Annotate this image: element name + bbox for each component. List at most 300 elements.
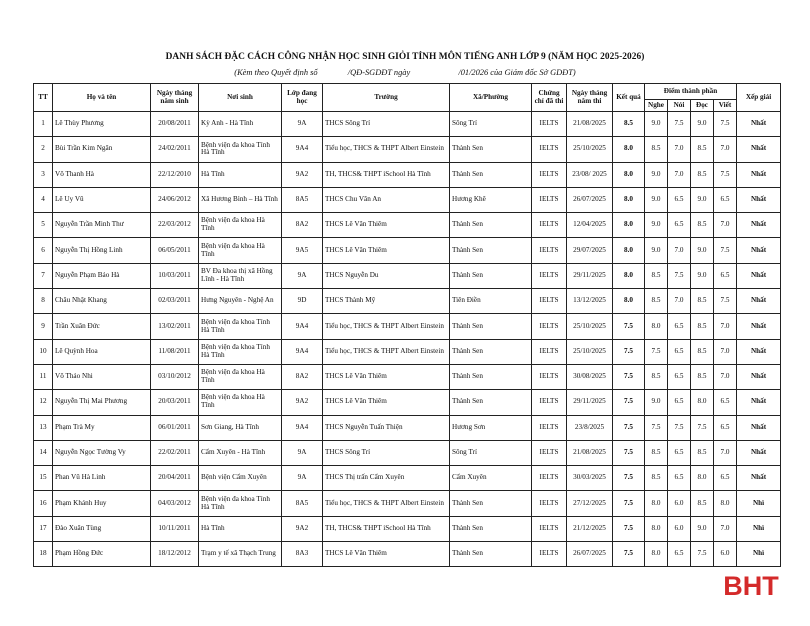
cell-cert: IELTS	[532, 466, 567, 491]
cell-listening: 8.5	[645, 289, 668, 314]
cell-commune: Sông Trí	[450, 112, 532, 137]
cell-cert: IELTS	[532, 213, 567, 238]
cell-dob: 06/01/2011	[151, 415, 199, 440]
subtitle-part-b: /QĐ-SGDĐT ngày	[347, 68, 411, 77]
cell-result: 7.5	[613, 390, 645, 415]
cell-birthplace: Hà Tĩnh	[199, 162, 282, 187]
cell-test-date: 25/10/2025	[567, 137, 613, 162]
cell-reading: 9.0	[691, 263, 714, 288]
cell-school: Tiểu học, THCS & THPT Albert Einstein	[323, 137, 450, 162]
cell-dob: 24/06/2012	[151, 187, 199, 212]
cell-test-date: 25/10/2025	[567, 314, 613, 339]
cell-birthplace: Bệnh viện đa khoa Hà Tĩnh	[199, 390, 282, 415]
cell-writing: 7.0	[714, 213, 737, 238]
cell-writing: 7.0	[714, 314, 737, 339]
cell-dob: 22/03/2012	[151, 213, 199, 238]
cell-rank: Nhất	[737, 162, 781, 187]
cell-tt: 14	[34, 440, 53, 465]
cell-name: Đào Xuân Tùng	[53, 516, 151, 541]
cell-tt: 12	[34, 390, 53, 415]
cell-speaking: 6.5	[668, 440, 691, 465]
cell-rank: Nhất	[737, 314, 781, 339]
cell-class: 9A	[282, 112, 323, 137]
cell-listening: 9.0	[645, 390, 668, 415]
cell-cert: IELTS	[532, 491, 567, 516]
cell-cert: IELTS	[532, 187, 567, 212]
header-rank: Xếp giải	[737, 84, 781, 112]
cell-name: Lê Quỳnh Hoa	[53, 339, 151, 364]
table-row	[34, 263, 781, 288]
cell-rank: Nhì	[737, 516, 781, 541]
cell-reading: 8.5	[691, 162, 714, 187]
cell-dob: 20/03/2011	[151, 390, 199, 415]
cell-commune: Hương Khê	[450, 187, 532, 212]
cell-listening: 9.0	[645, 238, 668, 263]
cell-name: Phan Vũ Hà Linh	[53, 466, 151, 491]
cell-tt: 2	[34, 137, 53, 162]
cell-school: TH, THCS& THPT iSchool Hà Tĩnh	[323, 516, 450, 541]
cell-name: Lê Uy Vũ	[53, 187, 151, 212]
cell-class: 9A4	[282, 415, 323, 440]
cell-class: 9A2	[282, 516, 323, 541]
cell-result: 7.5	[613, 415, 645, 440]
cell-tt: 10	[34, 339, 53, 364]
table-row	[34, 364, 781, 389]
cell-cert: IELTS	[532, 390, 567, 415]
cell-tt: 16	[34, 491, 53, 516]
cell-result: 8.0	[613, 162, 645, 187]
cell-class: 9A5	[282, 238, 323, 263]
cell-listening: 8.5	[645, 137, 668, 162]
cell-dob: 11/08/2011	[151, 339, 199, 364]
table-row	[34, 339, 781, 364]
cell-speaking: 7.5	[668, 415, 691, 440]
cell-reading: 8.5	[691, 289, 714, 314]
cell-dob: 22/02/2011	[151, 440, 199, 465]
cell-listening: 7.5	[645, 415, 668, 440]
cell-name: Phạm Hồng Đức	[53, 542, 151, 567]
cell-cert: IELTS	[532, 263, 567, 288]
cell-reading: 9.0	[691, 187, 714, 212]
cell-reading: 8.5	[691, 440, 714, 465]
header-listening: Nghe	[645, 100, 668, 112]
cell-reading: 8.5	[691, 213, 714, 238]
cell-school: THCS Lê Văn Thiêm	[323, 364, 450, 389]
cell-birthplace: Bệnh viện đa khoa Tỉnh Hà Tĩnh	[199, 137, 282, 162]
cell-test-date: 21/08/2025	[567, 440, 613, 465]
cell-speaking: 7.0	[668, 289, 691, 314]
cell-reading: 7.5	[691, 415, 714, 440]
cell-speaking: 6.5	[668, 314, 691, 339]
table-row	[34, 314, 781, 339]
cell-name: Lê Thùy Phương	[53, 112, 151, 137]
cell-test-date: 30/08/2025	[567, 364, 613, 389]
cell-listening: 8.0	[645, 542, 668, 567]
cell-speaking: 6.5	[668, 339, 691, 364]
cell-result: 7.5	[613, 542, 645, 567]
cell-tt: 1	[34, 112, 53, 137]
cell-result: 7.5	[613, 314, 645, 339]
cell-writing: 7.5	[714, 289, 737, 314]
cell-speaking: 7.5	[668, 112, 691, 137]
table-body	[34, 112, 781, 567]
cell-rank: Nhì	[737, 491, 781, 516]
cell-cert: IELTS	[532, 364, 567, 389]
cell-test-date: 29/11/2025	[567, 263, 613, 288]
table-row	[34, 213, 781, 238]
cell-speaking: 7.0	[668, 162, 691, 187]
cell-test-date: 26/07/2025	[567, 542, 613, 567]
cell-listening: 8.5	[645, 364, 668, 389]
cell-listening: 8.0	[645, 491, 668, 516]
cell-school: THCS Lê Văn Thiêm	[323, 213, 450, 238]
awards-table	[33, 83, 781, 567]
cell-class: 8A2	[282, 364, 323, 389]
cell-birthplace: Hà Tĩnh	[199, 516, 282, 541]
cell-birthplace: Cẩm Xuyên - Hà Tĩnh	[199, 440, 282, 465]
cell-rank: Nhất	[737, 415, 781, 440]
document-subtitle	[0, 68, 810, 77]
cell-tt: 6	[34, 238, 53, 263]
cell-reading: 8.5	[691, 137, 714, 162]
cell-result: 8.0	[613, 263, 645, 288]
cell-dob: 13/02/2011	[151, 314, 199, 339]
cell-birthplace: Kỳ Anh - Hà Tĩnh	[199, 112, 282, 137]
cell-rank: Nhất	[737, 339, 781, 364]
cell-writing: 7.0	[714, 516, 737, 541]
table-row	[34, 238, 781, 263]
cell-class: 9A2	[282, 162, 323, 187]
cell-tt: 13	[34, 415, 53, 440]
cell-class: 9A4	[282, 137, 323, 162]
cell-name: Nguyễn Thị Mai Phương	[53, 390, 151, 415]
cell-dob: 20/04/2011	[151, 466, 199, 491]
table-row	[34, 542, 781, 567]
header-reading: Đọc	[691, 100, 714, 112]
cell-rank: Nhất	[737, 238, 781, 263]
cell-school: THCS Lê Văn Thiêm	[323, 238, 450, 263]
cell-reading: 8.5	[691, 314, 714, 339]
cell-test-date: 23/8/2025	[567, 415, 613, 440]
table-row	[34, 440, 781, 465]
cell-tt: 4	[34, 187, 53, 212]
cell-test-date: 26/07/2025	[567, 187, 613, 212]
cell-reading: 9.0	[691, 516, 714, 541]
cell-test-date: 29/07/2025	[567, 238, 613, 263]
cell-birthplace: BV Đa khoa thị xã Hồng Lĩnh - Hà Tĩnh	[199, 263, 282, 288]
cell-school: Tiểu học, THCS & THPT Albert Einstein	[323, 314, 450, 339]
cell-result: 8.0	[613, 289, 645, 314]
cell-reading: 8.5	[691, 491, 714, 516]
cell-tt: 17	[34, 516, 53, 541]
cell-cert: IELTS	[532, 542, 567, 567]
cell-school: THCS Nguyễn Du	[323, 263, 450, 288]
cell-cert: IELTS	[532, 339, 567, 364]
cell-reading: 9.0	[691, 238, 714, 263]
cell-test-date: 12/04/2025	[567, 213, 613, 238]
cell-test-date: 21/12/2025	[567, 516, 613, 541]
cell-dob: 03/10/2012	[151, 364, 199, 389]
cell-cert: IELTS	[532, 289, 567, 314]
cell-writing: 7.0	[714, 364, 737, 389]
table-row	[34, 466, 781, 491]
cell-school: THCS Chu Văn An	[323, 187, 450, 212]
cell-writing: 6.5	[714, 415, 737, 440]
header-dob: Ngày tháng năm sinh	[151, 84, 199, 112]
cell-name: Nguyễn Trần Minh Thư	[53, 213, 151, 238]
cell-commune: Thành Sen	[450, 314, 532, 339]
cell-result: 7.5	[613, 364, 645, 389]
cell-rank: Nhất	[737, 289, 781, 314]
cell-birthplace: Bệnh viện Cẩm Xuyên	[199, 466, 282, 491]
cell-rank: Nhất	[737, 364, 781, 389]
cell-school: THCS Thị trấn Cẩm Xuyên	[323, 466, 450, 491]
bht-logo	[720, 571, 782, 599]
cell-speaking: 6.5	[668, 187, 691, 212]
cell-cert: IELTS	[532, 162, 567, 187]
header-commune: Xã/Phường	[450, 84, 532, 112]
cell-writing: 7.0	[714, 137, 737, 162]
cell-speaking: 7.0	[668, 238, 691, 263]
header-birthplace: Nơi sinh	[199, 84, 282, 112]
cell-writing: 6.0	[714, 542, 737, 567]
logo-text: BHT	[723, 571, 779, 599]
cell-tt: 8	[34, 289, 53, 314]
cell-result: 8.0	[613, 213, 645, 238]
header-test-date: Ngày tháng năm thi	[567, 84, 613, 112]
cell-school: THCS Sông Trí	[323, 112, 450, 137]
cell-result: 7.5	[613, 440, 645, 465]
cell-speaking: 6.5	[668, 213, 691, 238]
cell-name: Phạm Trà My	[53, 415, 151, 440]
cell-tt: 18	[34, 542, 53, 567]
cell-result: 8.5	[613, 112, 645, 137]
cell-writing: 6.5	[714, 390, 737, 415]
cell-class: 9A4	[282, 339, 323, 364]
cell-class: 8A3	[282, 542, 323, 567]
cell-birthplace: Bệnh viện đa khoa Hà Tĩnh	[199, 238, 282, 263]
cell-cert: IELTS	[532, 314, 567, 339]
cell-birthplace: Sơn Giang, Hà Tĩnh	[199, 415, 282, 440]
header-component-group: Điểm thành phần	[645, 84, 737, 100]
cell-school: Tiểu học, THCS & THPT Albert Einstein	[323, 339, 450, 364]
cell-reading: 8.0	[691, 466, 714, 491]
cell-school: THCS Lê Văn Thiêm	[323, 390, 450, 415]
cell-speaking: 7.5	[668, 263, 691, 288]
cell-commune: Thành Sen	[450, 213, 532, 238]
cell-writing: 6.5	[714, 466, 737, 491]
cell-name: Nguyễn Ngọc Tường Vy	[53, 440, 151, 465]
cell-rank: Nhất	[737, 137, 781, 162]
table-row	[34, 516, 781, 541]
cell-reading: 8.0	[691, 390, 714, 415]
cell-dob: 10/03/2011	[151, 263, 199, 288]
cell-class: 8A5	[282, 491, 323, 516]
cell-commune: Sông Trí	[450, 440, 532, 465]
cell-name: Nguyễn Thị Hồng Linh	[53, 238, 151, 263]
cell-tt: 7	[34, 263, 53, 288]
cell-test-date: 21/08/2025	[567, 112, 613, 137]
cell-dob: 10/11/2011	[151, 516, 199, 541]
cell-result: 7.5	[613, 491, 645, 516]
cell-commune: Tiên Điền	[450, 289, 532, 314]
cell-commune: Hương Sơn	[450, 415, 532, 440]
cell-class: 9D	[282, 289, 323, 314]
cell-listening: 9.0	[645, 162, 668, 187]
header-school: Trường	[323, 84, 450, 112]
cell-cert: IELTS	[532, 112, 567, 137]
cell-tt: 3	[34, 162, 53, 187]
cell-speaking: 6.0	[668, 516, 691, 541]
cell-speaking: 6.5	[668, 390, 691, 415]
document-title: DANH SÁCH ĐẶC CÁCH CÔNG NHẬN HỌC SINH GIỎI TỈNH MÔN TIẾNG ANH LỚP 9 (NĂM HỌC 2025-2026)	[165, 52, 645, 62]
cell-birthplace: Bệnh viện đa khoa Tỉnh Hà Tĩnh	[199, 491, 282, 516]
cell-listening: 8.0	[645, 314, 668, 339]
cell-rank: Nhất	[737, 263, 781, 288]
cell-commune: Thành Sen	[450, 516, 532, 541]
cell-commune: Thành Sen	[450, 491, 532, 516]
cell-test-date: 13/12/2025	[567, 289, 613, 314]
cell-writing: 7.5	[714, 162, 737, 187]
cell-cert: IELTS	[532, 238, 567, 263]
cell-class: 9A4	[282, 314, 323, 339]
cell-commune: Thành Sen	[450, 238, 532, 263]
header-speaking: Nói	[668, 100, 691, 112]
cell-class: 9A	[282, 466, 323, 491]
cell-listening: 7.5	[645, 339, 668, 364]
cell-birthplace: Xã Hương Bình – Hà Tĩnh	[199, 187, 282, 212]
cell-class: 8A5	[282, 187, 323, 212]
cell-writing: 8.0	[714, 491, 737, 516]
table-row	[34, 162, 781, 187]
cell-reading: 9.0	[691, 112, 714, 137]
cell-commune: Thành Sen	[450, 390, 532, 415]
subtitle-part-a: (Kèm theo Quyết định số	[234, 68, 318, 77]
cell-writing: 6.5	[714, 263, 737, 288]
cell-result: 7.5	[613, 516, 645, 541]
table-row	[34, 289, 781, 314]
cell-name: Bùi Trần Kim Ngân	[53, 137, 151, 162]
cell-listening: 9.0	[645, 213, 668, 238]
cell-dob: 06/05/2011	[151, 238, 199, 263]
cell-writing: 7.5	[714, 112, 737, 137]
header-writing: Viết	[714, 100, 737, 112]
cell-birthplace: Bệnh viện đa khoa Tỉnh Hà Tĩnh	[199, 314, 282, 339]
cell-dob: 04/03/2012	[151, 491, 199, 516]
table-row	[34, 137, 781, 162]
cell-listening: 9.0	[645, 112, 668, 137]
cell-commune: Thành Sen	[450, 542, 532, 567]
cell-school: THCS Lê Văn Thiêm	[323, 542, 450, 567]
cell-name: Võ Thảo Nhi	[53, 364, 151, 389]
cell-reading: 7.5	[691, 542, 714, 567]
cell-school: THCS Sông Trí	[323, 440, 450, 465]
cell-listening: 8.0	[645, 516, 668, 541]
header-name: Họ và tên	[53, 84, 151, 112]
cell-commune: Thành Sen	[450, 137, 532, 162]
cell-commune: Thành Sen	[450, 162, 532, 187]
cell-speaking: 6.5	[668, 364, 691, 389]
cell-birthplace: Bệnh viện đa khoa Hà Tĩnh	[199, 364, 282, 389]
cell-speaking: 7.0	[668, 137, 691, 162]
cell-birthplace: Hưng Nguyên - Nghệ An	[199, 289, 282, 314]
cell-reading: 8.5	[691, 339, 714, 364]
cell-rank: Nhất	[737, 440, 781, 465]
cell-commune: Thành Sen	[450, 263, 532, 288]
cell-class: 9A	[282, 440, 323, 465]
cell-listening: 8.5	[645, 263, 668, 288]
cell-cert: IELTS	[532, 415, 567, 440]
cell-speaking: 6.0	[668, 491, 691, 516]
header-tt: TT	[34, 84, 53, 112]
cell-speaking: 6.5	[668, 542, 691, 567]
cell-birthplace: Bệnh viện đa khoa Tỉnh Hà Tĩnh	[199, 339, 282, 364]
cell-rank: Nhất	[737, 466, 781, 491]
cell-writing: 7.0	[714, 339, 737, 364]
subtitle-part-c: /01/2026 của Giám đốc Sở GDĐT)	[458, 68, 576, 77]
cell-class: 9A2	[282, 390, 323, 415]
cell-name: Trần Xuân Đức	[53, 314, 151, 339]
cell-name: Phạm Khánh Huy	[53, 491, 151, 516]
cell-dob: 24/02/2011	[151, 137, 199, 162]
cell-dob: 18/12/2012	[151, 542, 199, 567]
cell-school: THCS Nguyễn Tuấn Thiện	[323, 415, 450, 440]
cell-listening: 8.5	[645, 466, 668, 491]
cell-test-date: 29/11/2025	[567, 390, 613, 415]
header-result: Kết quả	[613, 84, 645, 112]
cell-listening: 8.5	[645, 440, 668, 465]
cell-rank: Nhì	[737, 542, 781, 567]
table-row	[34, 491, 781, 516]
cell-listening: 9.0	[645, 187, 668, 212]
cell-class: 9A	[282, 263, 323, 288]
table-row	[34, 415, 781, 440]
cell-rank: Nhất	[737, 213, 781, 238]
cell-test-date: 25/10/2025	[567, 339, 613, 364]
cell-test-date: 23/08/ 2025	[567, 162, 613, 187]
table-row	[34, 187, 781, 212]
cell-cert: IELTS	[532, 440, 567, 465]
cell-commune: Thành Sen	[450, 364, 532, 389]
cell-dob: 22/12/2010	[151, 162, 199, 187]
cell-name: Châu Nhật Khang	[53, 289, 151, 314]
cell-rank: Nhất	[737, 112, 781, 137]
header-class: Lớp đang học	[282, 84, 323, 112]
cell-reading: 8.5	[691, 364, 714, 389]
table-row	[34, 112, 781, 137]
cell-commune: Thành Sen	[450, 339, 532, 364]
cell-name: Nguyễn Phạm Bảo Hà	[53, 263, 151, 288]
cell-tt: 11	[34, 364, 53, 389]
cell-test-date: 27/12/2025	[567, 491, 613, 516]
cell-school: Tiểu học, THCS & THPT Albert Einstein	[323, 491, 450, 516]
header-cert: Chứng chỉ đã thi	[532, 84, 567, 112]
cell-writing: 7.0	[714, 440, 737, 465]
cell-dob: 20/08/2011	[151, 112, 199, 137]
cell-writing: 7.5	[714, 238, 737, 263]
cell-writing: 6.5	[714, 187, 737, 212]
cell-birthplace: Trạm y tế xã Thạch Trung	[199, 542, 282, 567]
cell-result: 8.0	[613, 238, 645, 263]
cell-rank: Nhất	[737, 390, 781, 415]
cell-result: 8.0	[613, 137, 645, 162]
cell-name: Võ Thanh Hà	[53, 162, 151, 187]
cell-class: 8A2	[282, 213, 323, 238]
cell-rank: Nhất	[737, 187, 781, 212]
cell-school: TH, THCS& THPT iSchool Hà Tĩnh	[323, 162, 450, 187]
cell-result: 8.0	[613, 187, 645, 212]
cell-speaking: 6.5	[668, 466, 691, 491]
